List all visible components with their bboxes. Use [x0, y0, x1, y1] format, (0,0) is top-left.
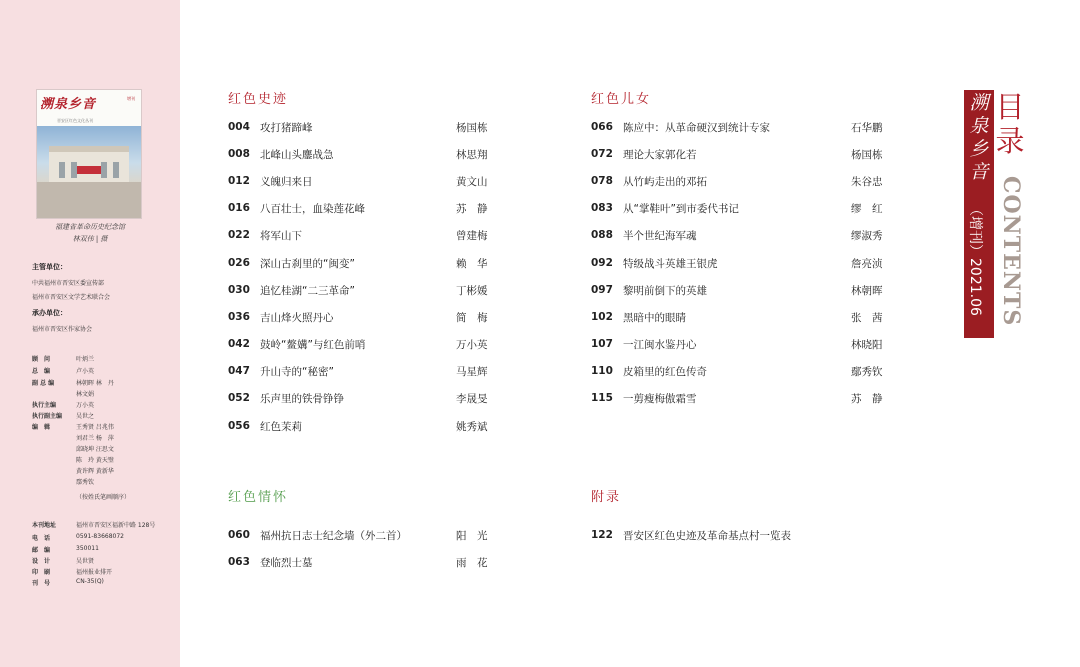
masthead-box [964, 90, 994, 338]
toc-item[interactable] [591, 391, 697, 405]
staff-role [32, 492, 76, 501]
article-author: 杨国栋 [456, 122, 488, 134]
article-author: 缪淑秀 [851, 230, 883, 242]
staff-row [32, 477, 94, 486]
organizer-label: 承办单位： [32, 309, 67, 317]
staff-role: 执行主编 [32, 402, 57, 409]
page-number: 088 [591, 229, 613, 241]
page-number: 042 [228, 338, 250, 350]
article-author: 马星辉 [456, 366, 488, 378]
toc-item[interactable] [228, 201, 365, 215]
page-number: 066 [591, 121, 613, 133]
cover-caption-1: 福建省革命历史纪念馆 [55, 223, 125, 231]
page-number: 022 [228, 229, 250, 241]
staff-row [32, 466, 114, 475]
article-title: 理论大家郭化若 [623, 148, 697, 161]
info-key: 设 计 [32, 558, 51, 565]
page-number: 063 [228, 556, 250, 568]
article-title: 追忆桂湖“二三革命” [260, 284, 355, 297]
info-value: CN-35(Q) [76, 578, 104, 585]
staff-role: 副 总 编 [32, 380, 55, 387]
calligraphy-char: 乡 [969, 138, 989, 160]
article-author: 曾建梅 [456, 230, 488, 242]
article-author: 詹亮浈 [851, 258, 883, 270]
staff-row [32, 422, 114, 431]
toc-item[interactable] [591, 201, 739, 215]
staff-role: 总 编 [32, 368, 51, 375]
page-number: 060 [228, 529, 250, 541]
staff-row [32, 492, 130, 501]
mulu-char: 目 [995, 90, 1025, 124]
staff-names: 万小英 [76, 402, 95, 409]
info-value: 福州市晋安区福新中路 128号 [76, 522, 156, 529]
staff-names: 黄许辉 黄新华 [76, 468, 114, 475]
page-number: 122 [591, 529, 613, 541]
toc-item[interactable] [591, 310, 686, 324]
section-title-red-history: 红色史迹 [228, 92, 289, 107]
page-number: 107 [591, 338, 613, 350]
article-author: 李晟旻 [456, 393, 488, 405]
staff-names: 鄢秀钦 [76, 479, 95, 486]
info-row [32, 545, 99, 554]
page-number: 083 [591, 202, 613, 214]
red-banner [77, 166, 101, 174]
article-title: 半个世纪海军魂 [623, 229, 697, 242]
masthead-calligraphy [967, 92, 991, 184]
toc-item[interactable] [228, 391, 344, 405]
staff-role [32, 444, 76, 453]
article-title: 福州抗日志士纪念墙（外二首） [260, 529, 407, 542]
sponsor-line: 中共福州市晋安区委宣传部 [32, 280, 105, 287]
info-value: 吴世贤 [76, 558, 95, 565]
article-author: 苏 静 [456, 203, 488, 215]
article-author: 万小英 [456, 339, 488, 351]
article-author: 林思翔 [456, 149, 488, 161]
sponsor-line: 福州市晋安区文学艺术联合会 [32, 294, 111, 301]
section-title-appendix: 附录 [591, 490, 622, 505]
article-title: 皮箱里的红色传奇 [623, 365, 707, 378]
article-title: 八百壮士，血染莲花峰 [260, 202, 365, 215]
cover-title: 溯泉乡音 [40, 97, 97, 112]
article-author: 雨 花 [456, 557, 488, 569]
info-row [32, 556, 94, 565]
article-title: 一剪瘦梅傲霜雪 [623, 392, 697, 405]
toc-item[interactable] [228, 147, 334, 161]
article-title: 吉山烽火照丹心 [260, 311, 334, 324]
staff-names: 叶炳兰 [76, 356, 95, 363]
calligraphy-char: 泉 [969, 115, 989, 137]
article-title: 登临烈士墓 [260, 556, 313, 569]
article-title: 从竹屿走出的邓拓 [623, 175, 707, 188]
cover-subtitle: 晋安区红色文化丛刊 [57, 118, 93, 123]
article-author: 林朝晖 [851, 285, 883, 297]
toc-item[interactable] [591, 528, 791, 542]
toc-item[interactable] [228, 419, 302, 433]
toc-item[interactable] [228, 256, 355, 270]
organizer-line: 福州市晋安区作家协会 [32, 326, 93, 333]
staff-row [32, 400, 94, 409]
toc-item[interactable] [228, 528, 407, 542]
page-number: 036 [228, 311, 250, 323]
article-title: 乐声里的铁骨铮铮 [260, 392, 344, 405]
toc-item[interactable] [591, 228, 697, 242]
staff-role: 执行副主编 [32, 413, 63, 420]
article-title: 北峰山头鏖战急 [260, 148, 334, 161]
issue-label: （增刊）2021.06 [967, 202, 983, 316]
article-author: 苏 静 [851, 393, 883, 405]
toc-item[interactable] [228, 310, 334, 324]
toc-item[interactable] [591, 174, 707, 188]
page-number: 004 [228, 121, 250, 133]
sidebar [0, 0, 180, 667]
page-number: 102 [591, 311, 613, 323]
section-title-red-heroes: 红色儿女 [591, 92, 652, 107]
article-author: 石华鹏 [851, 122, 883, 134]
page-number: 110 [591, 365, 613, 377]
info-key: 邮 编 [32, 547, 51, 554]
info-value: 0591-83668072 [76, 533, 124, 540]
article-author: 鄢秀钦 [851, 366, 883, 378]
article-title: 鼓岭“鳌媾”与红色前哨 [260, 338, 366, 351]
staff-names: 林朝晖 林 丹 [76, 380, 114, 387]
article-title: 攻打猪蹄峰 [260, 121, 313, 134]
memorial-photo [37, 126, 141, 218]
mulu-char: 录 [995, 124, 1025, 158]
info-row [32, 520, 155, 529]
staff-row [32, 411, 94, 420]
cover-image [36, 89, 142, 219]
staff-names: 刘君兰 杨 萍 [76, 435, 114, 442]
mulu-heading [993, 90, 1027, 158]
article-author: 张 茜 [851, 312, 883, 324]
article-author: 缪 红 [851, 203, 883, 215]
article-author: 丁彬媛 [456, 285, 488, 297]
page-number: 008 [228, 148, 250, 160]
article-title: 将军山下 [260, 229, 302, 242]
staff-row [32, 455, 114, 464]
toc-item[interactable] [591, 364, 707, 378]
sponsor-label: 主管单位： [32, 263, 67, 271]
article-author: 林晓阳 [851, 339, 883, 351]
cover-issue: 增刊 [127, 96, 135, 101]
plaza [37, 182, 141, 218]
staff-role: 顾 问 [32, 356, 51, 363]
staff-names: 吴世之 [76, 413, 95, 420]
article-author: 朱谷忠 [851, 176, 883, 188]
article-title: 升山寺的“秘密” [260, 365, 334, 378]
staff-note: （按姓氏笔画顺序） [76, 494, 131, 501]
staff-names: 陈 玲 黄天璧 [76, 457, 114, 464]
page-number: 047 [228, 365, 250, 377]
staff-role [32, 455, 76, 464]
page-number: 097 [591, 284, 613, 296]
article-author: 简 梅 [456, 312, 488, 324]
calligraphy-char: 溯 [969, 92, 989, 114]
toc-item[interactable] [228, 364, 334, 378]
info-value: 福州报业排开 [76, 569, 113, 576]
staff-role: 编 辑 [32, 424, 51, 431]
article-author: 黄文山 [456, 176, 488, 188]
staff-row [32, 354, 94, 363]
page-number: 012 [228, 175, 250, 187]
info-key: 本刊地址 [32, 522, 57, 529]
article-title: 义魄归来日 [260, 175, 313, 188]
toc-item[interactable] [228, 555, 313, 569]
toc-item[interactable] [591, 147, 697, 161]
staff-names: 邱晓坤 汪思文 [76, 446, 114, 453]
page-number: 078 [591, 175, 613, 187]
toc-item[interactable] [591, 337, 697, 351]
article-author: 阳 光 [456, 530, 488, 542]
calligraphy-char: 音 [969, 161, 989, 183]
info-row [32, 578, 104, 587]
page-number: 016 [228, 202, 250, 214]
article-title: 黑暗中的眼睛 [623, 311, 686, 324]
page-number: 092 [591, 257, 613, 269]
info-key: 印 刷 [32, 569, 51, 576]
page-number: 030 [228, 284, 250, 296]
article-title: 红色茉莉 [260, 420, 302, 433]
toc-item[interactable] [228, 228, 302, 242]
staff-row [32, 389, 94, 398]
staff-role [32, 433, 76, 442]
page-number: 072 [591, 148, 613, 160]
toc-item[interactable] [591, 283, 707, 297]
staff-row [32, 378, 114, 387]
page-number: 056 [228, 420, 250, 432]
article-title: 从“掌鞋叶”到市委代书记 [623, 202, 739, 215]
article-author: 杨国栋 [851, 149, 883, 161]
article-title: 黎明前倒下的英雄 [623, 284, 707, 297]
info-row [32, 533, 124, 542]
info-value: 350011 [76, 545, 99, 552]
article-author: 赖 华 [456, 258, 488, 270]
article-title: 陈应中：从革命硬汉到统计专家 [623, 121, 770, 134]
cover-caption-2: 林双伟 | 摄 [72, 235, 108, 243]
staff-row [32, 444, 114, 453]
toc-item[interactable] [228, 120, 313, 134]
page-number: 026 [228, 257, 250, 269]
staff-row [32, 366, 94, 375]
page-number: 115 [591, 392, 613, 404]
toc-item[interactable] [591, 256, 718, 270]
toc-item[interactable] [228, 337, 365, 351]
info-key: 电 话 [32, 535, 51, 542]
toc-item[interactable] [591, 120, 770, 134]
toc-item[interactable] [228, 283, 355, 297]
article-title: 一江闽水鉴丹心 [623, 338, 697, 351]
article-title: 特级战斗英雄王银虎 [623, 257, 718, 270]
info-row [32, 567, 112, 576]
staff-names: 林文娟 [76, 391, 95, 398]
staff-names: 王秀贤 吕兆伟 [76, 424, 114, 431]
staff-role [32, 466, 76, 475]
staff-role [32, 477, 76, 486]
info-key: 刊 号 [32, 580, 51, 587]
toc-item[interactable] [228, 174, 313, 188]
page-number: 052 [228, 392, 250, 404]
section-title-red-sentiment: 红色情怀 [228, 490, 289, 505]
article-author: 姚秀斌 [456, 421, 488, 433]
article-title: 晋安区红色史迹及革命基点村一览表 [623, 529, 791, 542]
staff-row [32, 433, 114, 442]
staff-names: 卢小英 [76, 368, 95, 375]
article-title: 深山古刹里的“闽变” [260, 257, 355, 270]
staff-role [32, 389, 76, 398]
contents-heading: CONTENTS [998, 176, 1024, 327]
